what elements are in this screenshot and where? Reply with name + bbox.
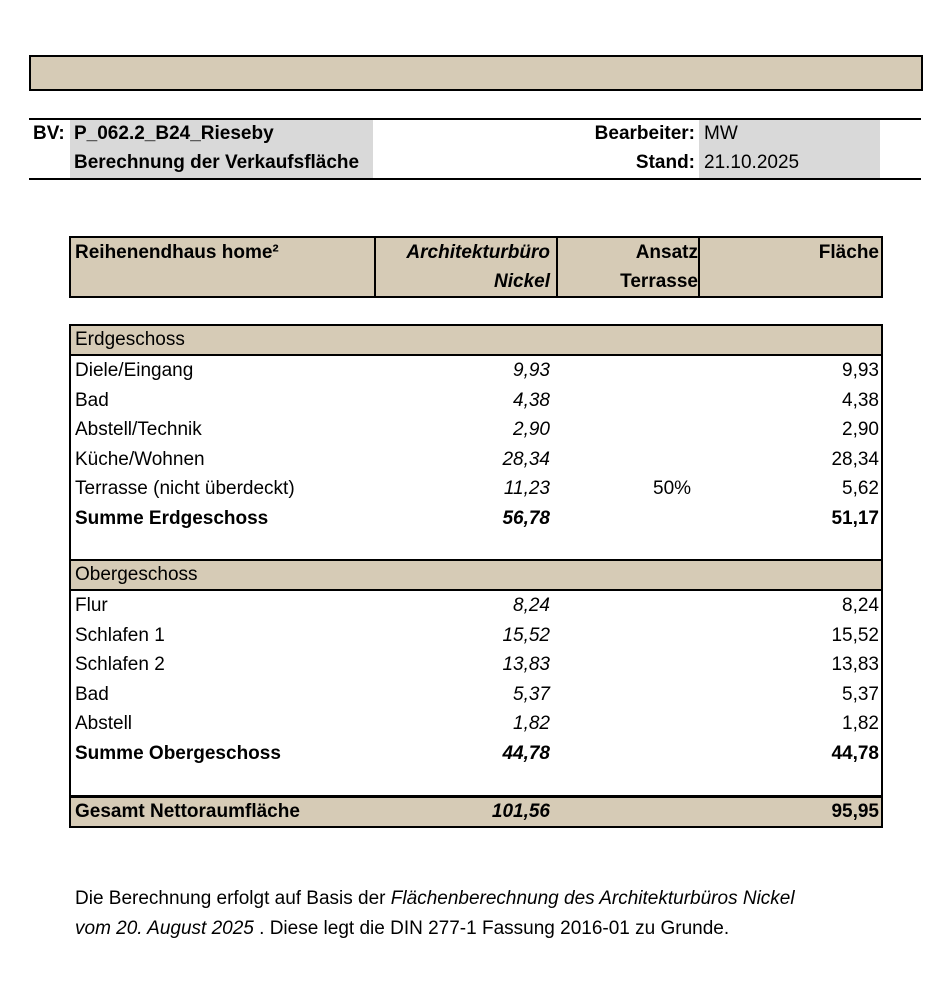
header-divider xyxy=(698,238,700,296)
document-subtitle: Berechnung der Verkaufsfläche xyxy=(74,152,360,173)
header-divider xyxy=(556,238,558,296)
total-row xyxy=(69,796,883,828)
room-name: Abstell xyxy=(75,713,133,734)
room-row xyxy=(71,650,881,680)
sum-area: 44,78 xyxy=(831,742,879,764)
room-row xyxy=(71,386,881,416)
header-source xyxy=(406,238,550,296)
room-list xyxy=(71,356,881,504)
total-area: 95,95 xyxy=(831,801,879,822)
sum-name: Summe Erdgeschoss xyxy=(75,507,269,529)
room-arch-value: 13,83 xyxy=(502,654,550,675)
room-arch-value: 1,82 xyxy=(513,713,550,734)
room-name: Diele/Eingang xyxy=(75,360,194,381)
room-name: Bad xyxy=(75,389,109,411)
room-area: 5,62 xyxy=(842,478,879,499)
room-arch-value: 9,93 xyxy=(513,360,550,381)
room-area: 4,38 xyxy=(842,389,879,411)
room-area: 2,90 xyxy=(842,419,879,440)
section-erdgeschoss xyxy=(69,324,883,562)
header-object: Reihenendhaus home² xyxy=(75,242,279,263)
document-header xyxy=(29,118,921,180)
header-divider xyxy=(374,238,376,296)
room-area: 1,82 xyxy=(842,713,879,734)
table-header xyxy=(69,236,883,298)
bv-label: BV: xyxy=(33,123,65,144)
section-title: Obergeschoss xyxy=(71,561,881,591)
sum-arch: 44,78 xyxy=(502,742,550,764)
header-ansatz-line1: Ansatz xyxy=(635,242,698,263)
room-name: Terrasse (nicht überdeckt) xyxy=(75,478,295,499)
room-name: Schlafen 1 xyxy=(75,624,165,646)
room-area: 9,93 xyxy=(842,360,879,381)
note-part1: Die Berechnung erfolgt auf Basis der xyxy=(75,888,391,909)
note-italic2: vom 20. August 2025 xyxy=(75,918,254,939)
room-name: Flur xyxy=(75,595,108,616)
header-ansatz-line2: Terrasse xyxy=(620,271,698,292)
room-arch-value: 4,38 xyxy=(513,389,550,411)
room-arch-value: 8,24 xyxy=(513,595,550,616)
room-name: Abstell/Technik xyxy=(75,419,202,440)
room-row xyxy=(71,591,881,621)
total-arch: 101,56 xyxy=(491,801,550,822)
project-name: P_062.2_B24_Rieseby xyxy=(74,123,274,144)
sum-area: 51,17 xyxy=(831,507,879,529)
header-source-line2: Nickel xyxy=(494,271,550,292)
room-arch-value: 11,23 xyxy=(503,478,550,499)
sum-name: Summe Obergeschoss xyxy=(75,742,281,764)
header-flaeche: Fläche xyxy=(818,242,879,263)
stand-label: Stand: xyxy=(635,152,695,173)
room-arch-value: 15,52 xyxy=(502,624,550,646)
stand-value: 21.10.2025 xyxy=(704,152,800,173)
room-area: 13,83 xyxy=(831,654,879,675)
room-name: Bad xyxy=(75,683,109,705)
room-row xyxy=(71,621,881,651)
note-part2: . Diese legt die DIN 277-1 Fassung 2016-01 zu Grunde. xyxy=(253,918,730,939)
bearbeiter-value: MW xyxy=(704,123,738,144)
room-row xyxy=(71,680,881,710)
room-ansatz: 50% xyxy=(653,478,692,499)
room-area: 15,52 xyxy=(831,624,879,646)
sum-row xyxy=(71,739,881,769)
room-row xyxy=(71,445,881,475)
header-source-line1: Architekturbüro xyxy=(406,242,550,263)
sum-arch: 56,78 xyxy=(502,507,550,529)
room-arch-value: 5,37 xyxy=(513,683,550,705)
header-ansatz xyxy=(620,238,698,296)
total-name: Gesamt Nettoraumfläche xyxy=(75,801,300,822)
footnote xyxy=(75,884,895,944)
room-area: 28,34 xyxy=(831,448,879,470)
sum-row xyxy=(71,504,881,534)
room-name: Schlafen 2 xyxy=(75,654,165,675)
room-area: 5,37 xyxy=(842,683,879,705)
note-italic1: Flächenberechnung des Architekturbüros Nickel xyxy=(390,888,795,909)
room-name: Küche/Wohnen xyxy=(75,448,205,470)
room-row xyxy=(71,709,881,739)
bearbeiter-label: Bearbeiter: xyxy=(594,123,695,144)
room-arch-value: 2,90 xyxy=(513,419,550,440)
room-area: 8,24 xyxy=(842,595,879,616)
room-row xyxy=(71,474,881,504)
room-list xyxy=(71,591,881,739)
section-obergeschoss xyxy=(69,559,883,797)
room-arch-value: 28,34 xyxy=(502,448,550,470)
room-row xyxy=(71,415,881,445)
section-title: Erdgeschoss xyxy=(71,326,881,356)
title-bar xyxy=(29,55,923,91)
room-row xyxy=(71,356,881,386)
